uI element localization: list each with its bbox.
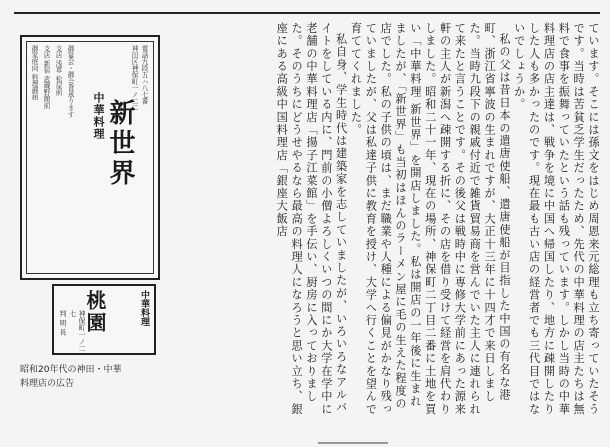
- figure-caption: [20, 363, 160, 391]
- ad-small-text: 支店 浅草 松屋前: [54, 45, 62, 96]
- ad-small-text: 支店 新宿 武蔵野館前: [42, 45, 50, 109]
- ad-small-text: 電話九段五ハ八七番: [140, 45, 148, 105]
- paragraph: 私の父は昔日本の遣唐使船、遣唐使船が目指した中国の有名な港町、浙江省寧波の生まれですが、大正十三年に十四才で来日しました。当時九段下の親戚付近で雑貨貿易商を営んでいた主人に連れられて来たと言うことです。その後父は戦時中に専修大学前にあった源来軒の主人が新潟へ疎開する折に、その店を借り受けて経営を肩代わりしました。昭和二十一年、現在の場所、神保町二丁目二番に土地を買い「中華料理 新世界」を開店しました。私は開店の一年後に生まれましたが、「新世界」も当初はほんのラーメン屋に毛の生えた程度の店でした。私の子供の頃は、まだ職業や人種による偏見がかなり残っていましたが、父は私達子供に教育を授け、大学へ行くことを望んで育ててくれました。: [349, 22, 511, 416]
- ad-category: 中華料理: [139, 290, 149, 326]
- ad-small-text: 神田区神保町一ノ二二: [130, 45, 138, 111]
- paragraph: 私自身、学生時代は建築家を志していましたが、いろいろなアルバイトをしている内に、門前の小僧よろしくいつの間にか大学在学中に老舗の中華料理店「揚子江菜館」を手伝い、厨房に入っておりました。そのうちにどうせやるなら最高の料理人になろうと思い立ち、銀座にある高級中国料理店「銀座大飯店: [275, 22, 348, 416]
- caption-line: 昭和20年代の神田・中華: [20, 365, 122, 375]
- ad-address: 神保町一ノ二七: [69, 310, 86, 352]
- ad-restaurant-name: 新世界: [105, 99, 135, 189]
- bottom-rule: [318, 442, 388, 444]
- shinsekai-ad: [20, 35, 160, 280]
- paragraph: ています。そこには孫文をはじめ周恩来元総理も立ち寄っていたそうです。当時は苦貧乏学生だったため、先代の中華料理の店主たちは無料で食事を振舞っていたという話も残っています。しかし当時の中華料理店の店主達は、戦争を境に中国へ帰国したり、地方に疎開したりした人も多かったのです。現在最も古い店の経営者でも三代目ではないでしょうか。: [512, 22, 600, 416]
- article-body: [174, 22, 600, 417]
- caption-line: 料理店の広告: [20, 379, 75, 389]
- ad-category: 中華料理: [92, 92, 105, 140]
- ad-address: 判 明 長: [59, 310, 67, 336]
- ad-small-text: 御家庭向 料理御届: [30, 45, 38, 100]
- ad-restaurant-name: 桃園: [83, 290, 107, 334]
- ad-small-text: 御宴会・御会食承ります: [66, 45, 74, 118]
- touen-ad: [52, 284, 156, 355]
- top-rule: [14, 12, 600, 14]
